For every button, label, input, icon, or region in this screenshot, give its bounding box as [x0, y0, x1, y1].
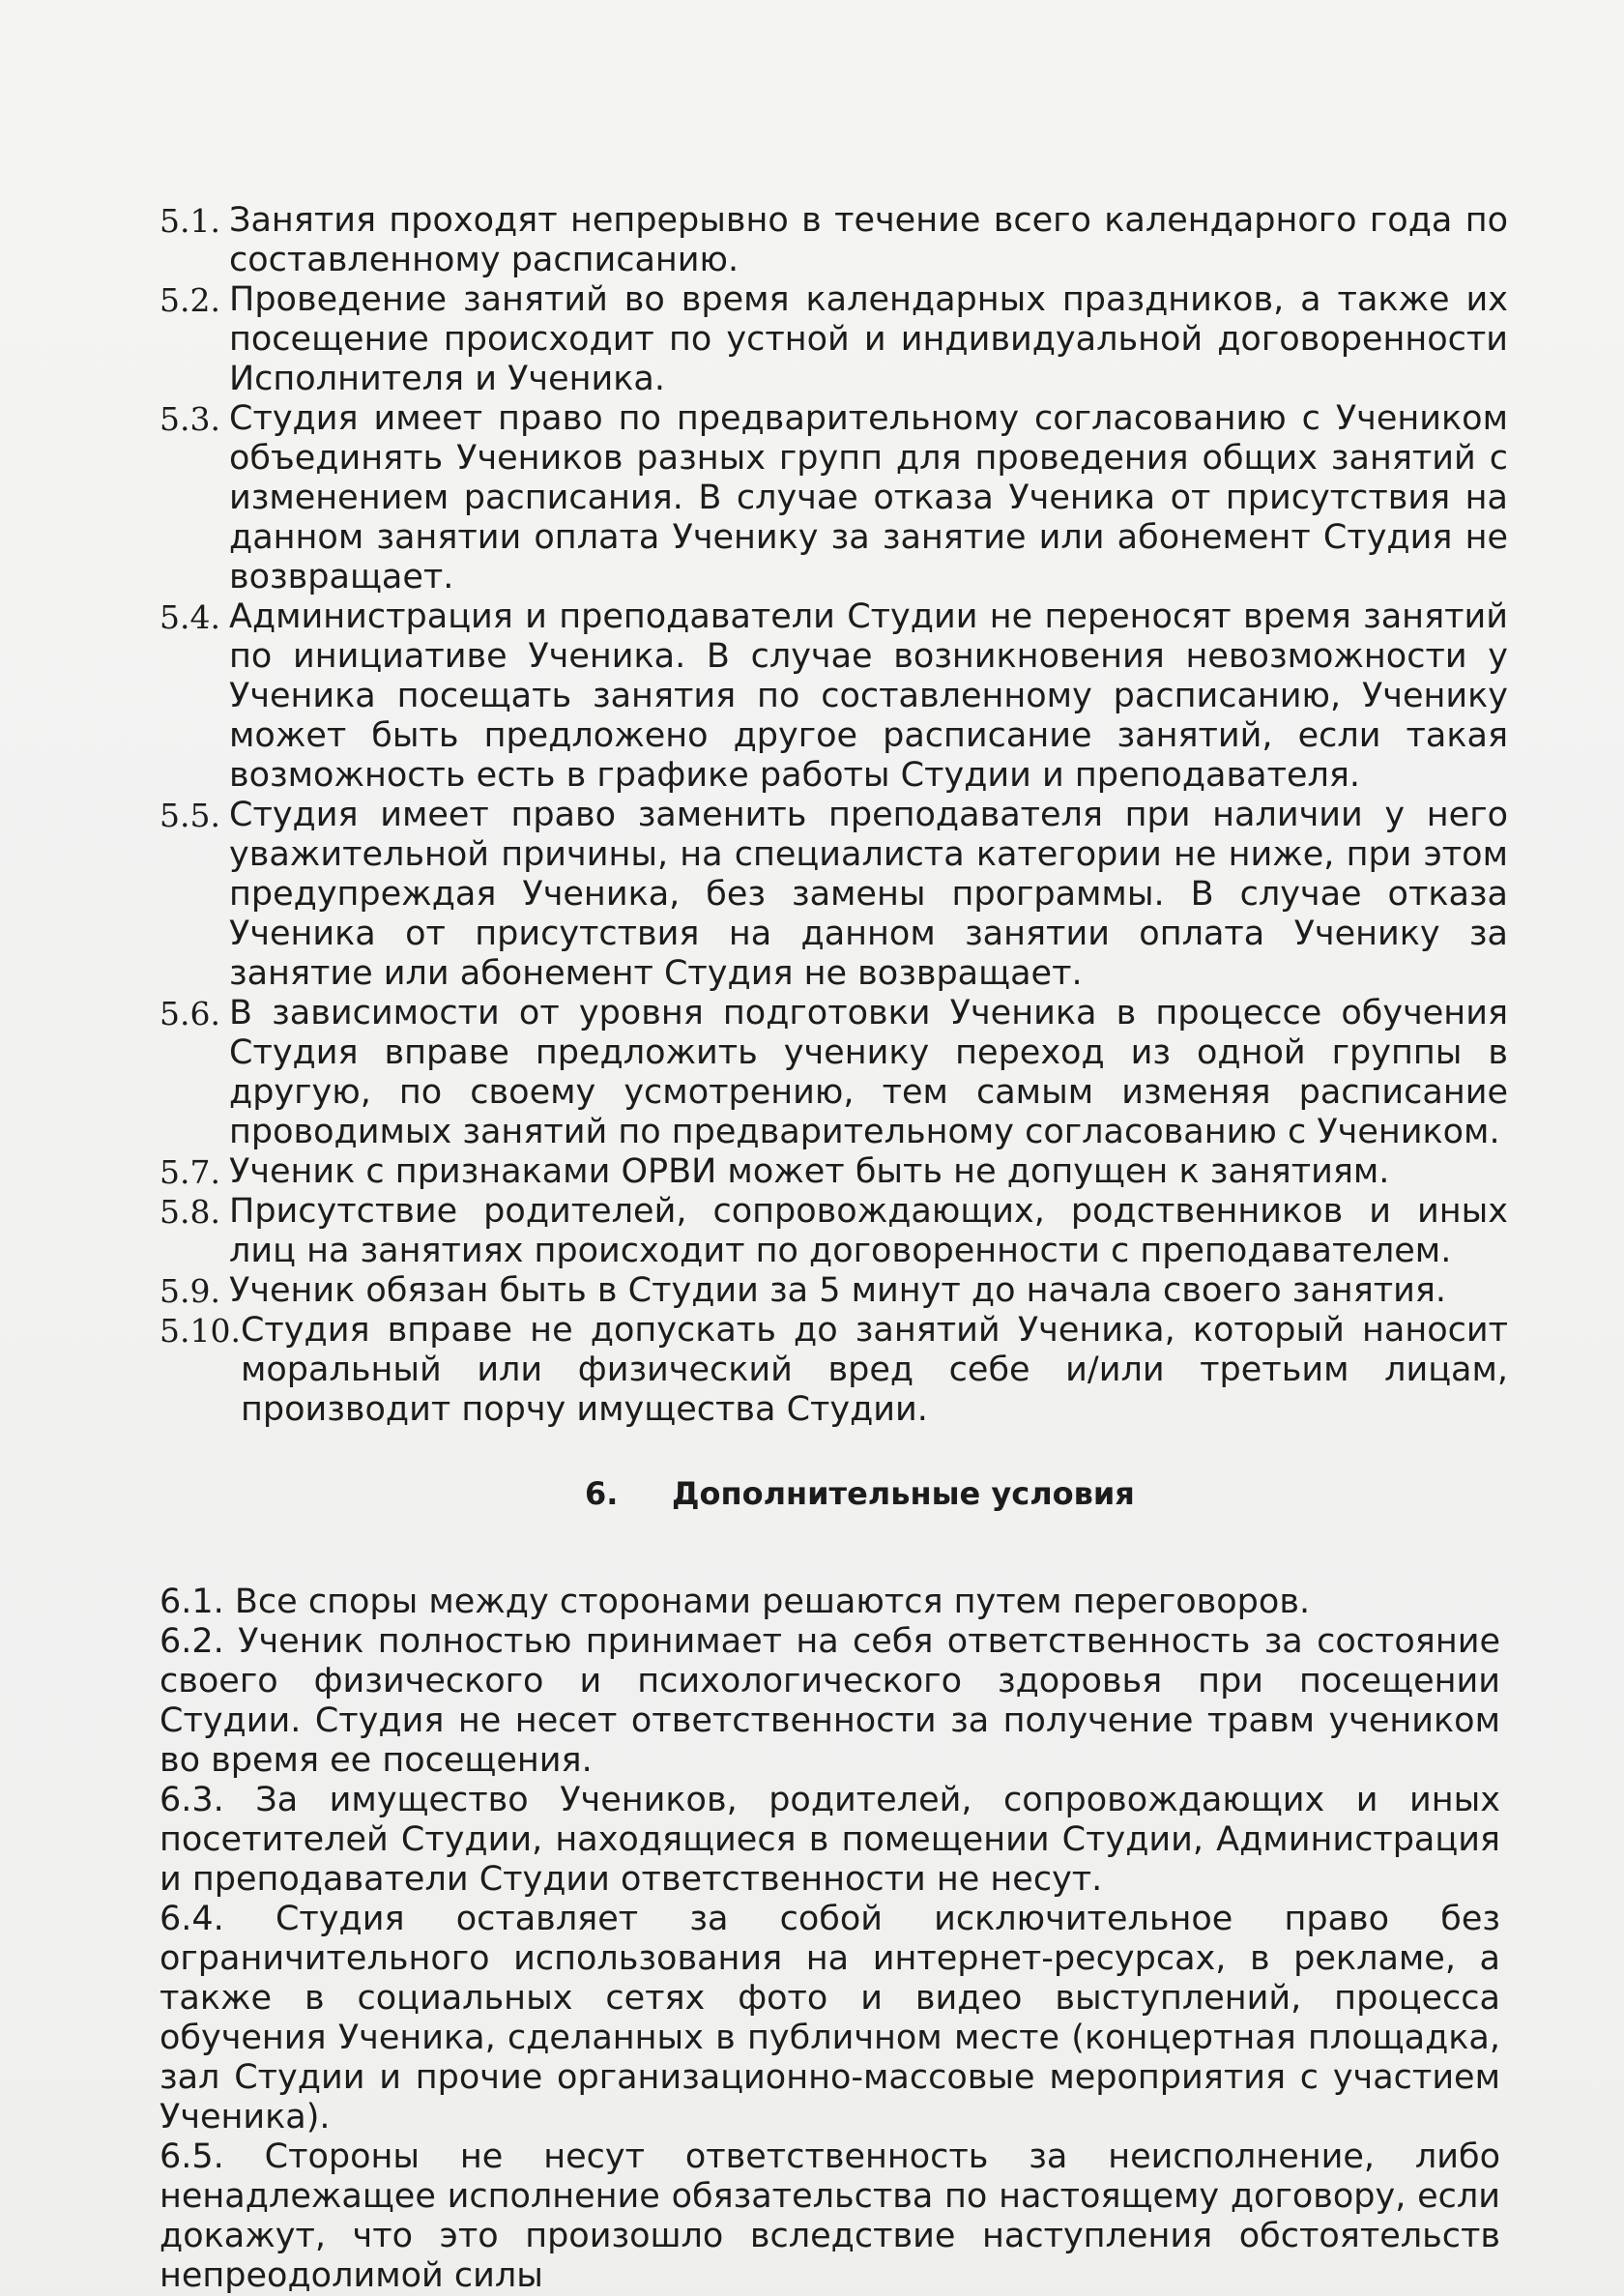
clause-text: Администрация и преподаватели Студии не переносят время занятий по инициативе Ученика. В случае возникновения невозможности у Ученика посещать занятия по составленному расписанию, Ученику может быть предложено другое расписание занятий, если такая возможность есть в графике работы Студии и преподавателя.	[229, 597, 1508, 795]
clause-5-1	[160, 201, 1508, 280]
clause-number: 5.7.	[160, 1153, 220, 1191]
clause-text: Студия имеет право по предварительному согласованию с Учеником объединять Учеников разных групп для проведения общих занятий с изменением расписания. В случае отказа Ученика от присутствия на данном занятии оплата Ученику за занятие или абонемент Студия не возвращает.	[229, 399, 1508, 596]
clause-6-1: 6.1. Все споры между сторонами решаются путем переговоров.	[160, 1583, 1311, 1621]
clause-5-6	[160, 994, 1508, 1152]
clause-5-4	[160, 597, 1508, 796]
clause-number: 5.3.	[160, 400, 220, 438]
clause-number: 5.8.	[160, 1193, 220, 1231]
clause-5-10	[160, 1311, 1508, 1430]
clause-6-2: 6.2. Ученик полностью принимает на себя ответственность за состояние своего физического и психологического здоровья при посещении Студии. Студия не несет ответственности за получение травм учеником во время ее посещения.	[160, 1622, 1500, 1780]
clause-number: 5.5.	[160, 797, 220, 834]
clause-number: 5.9.	[160, 1272, 220, 1310]
clause-5-3	[160, 399, 1508, 597]
clause-6-3: 6.3. За имущество Учеников, родителей, сопровождающих и иных посетителей Студии, находящиеся в помещении Студии, Администрация и преподаватели Студии ответственности не несут.	[160, 1781, 1500, 1899]
clause-5-8	[160, 1192, 1508, 1271]
clause-5-2	[160, 280, 1508, 399]
section-6-heading	[160, 1474, 1508, 1513]
clause-number: 5.10.	[160, 1312, 241, 1350]
clause-5-5	[160, 796, 1508, 994]
clause-text: Проведение занятий во время календарных праздников, а также их посещение происходит по устной и индивидуальной договоренности Исполнителя и Ученика.	[229, 280, 1508, 398]
clause-text: Ученик обязан быть в Студии за 5 минут до начала своего занятия.	[229, 1271, 1447, 1310]
clause-text: Студия вправе не допускать до занятий Ученика, который наносит моральный или физический вред себе и/или третьим лицам, производит порчу имущества Студии.	[240, 1311, 1508, 1429]
document-body	[160, 201, 1508, 2296]
clause-number: 5.2.	[160, 281, 220, 319]
clause-5-7	[160, 1152, 1508, 1192]
clause-6-4: 6.4. Студия оставляет за собой исключительное право без ограничительного использования на интернет-ресурсах, в рекламе, а также в социальных сетях фото и видео выступлений, процесса обучения Ученика, сделанных в публичном месте (концертная площадка, зал Студии и прочие организационно-массовые мероприятия с участием Ученика).	[160, 1900, 1500, 2136]
section-number: 6.	[585, 1475, 619, 1512]
clause-text: Присутствие родителей, сопровождающих, родственников и иных лиц на занятиях происходит по договоренности с преподавателем.	[229, 1192, 1508, 1270]
section-title: Дополнительные условия	[672, 1475, 1135, 1512]
clause-number: 5.4.	[160, 598, 220, 636]
clause-text: Студия имеет право заменить преподавателя при наличии у него уважительной причины, на специалиста категории не ниже, при этом предупреждая Ученика, без замены программы. В случае отказа Ученика от присутствия на данном занятии оплата Ученику за занятие или абонемент Студия не возвращает.	[229, 796, 1508, 993]
clause-text: Ученик с признаками ОРВИ может быть не допущен к занятиям.	[229, 1152, 1390, 1191]
clause-text: Занятия проходят непрерывно в течение всего календарного года по составленному расписанию.	[229, 201, 1508, 279]
clause-number: 5.1.	[160, 202, 220, 240]
clause-5-9	[160, 1271, 1508, 1311]
clause-text: В зависимости от уровня подготовки Ученика в процессе обучения Студия вправе предложить ученику переход из одной группы в другую, по своему усмотрению, тем самым изменяя расписание проводимых занятий по предварительному согласованию с Учеником.	[229, 994, 1508, 1151]
clause-6-5: 6.5. Стороны не несут ответственность за неисполнение, либо ненадлежащее исполнение обязательства по настоящему договору, если докажут, что это произошло вследствие наступления обстоятельств непреодолимой силы	[160, 2137, 1500, 2295]
clause-number: 5.6.	[160, 995, 220, 1032]
